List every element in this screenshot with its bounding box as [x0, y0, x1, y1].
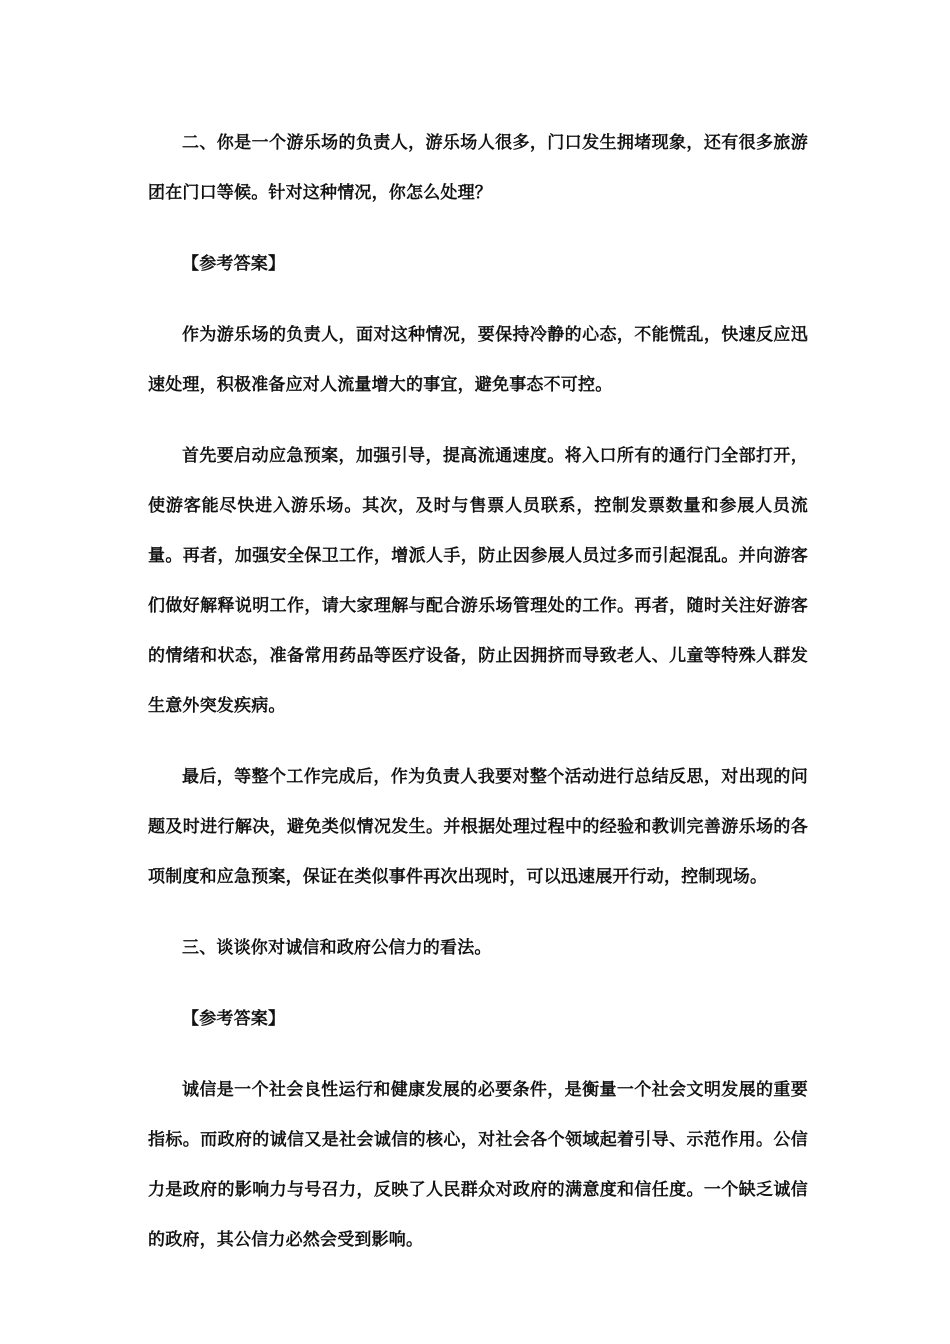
answer-label-2: 【参考答案】 — [182, 254, 286, 274]
answer-2-paragraph-2: 首先要启动应急预案，加强引导，提高流通速度。将入口所有的通行门全部打开，使游客能尽快进入游乐场。其次，及时与售票人员联系，控制发票数量和参展人员流量。再者，加强安全保卫工作，增派人手，防止因参展人员过多而引起混乱。并向游客们做好解释说明工作，请大家理解与配合游乐场管理处的工作。再者，随时关注好游客的情绪和状态，准备常用药品等医疗设备，防止因拥挤而导致老人、儿童等特殊人群发生意外突发疾病。 — [148, 446, 808, 716]
answer-2-paragraph-1: 作为游乐场的负责人，面对这种情况，要保持冷静的心态，不能慌乱，快速反应迅速处理，积极准备应对人流量增大的事宜，避免事态不可控。 — [148, 325, 808, 395]
document-body — [148, 118, 808, 1265]
answer-2-paragraph-3: 最后，等整个工作完成后，作为负责人我要对整个活动进行总结反思，对出现的问题及时进行解决，避免类似情况发生。并根据处理过程中的经验和教训完善游乐场的各项制度和应急预案，保证在类似事件再次出现时，可以迅速展开行动，控制现场。 — [148, 767, 808, 887]
question-2: 二、你是一个游乐场的负责人，游乐场人很多，门口发生拥堵现象，还有很多旅游团在门口等候。针对这种情况，你怎么处理？ — [148, 133, 808, 203]
question-3: 三、谈谈你对诚信和政府公信力的看法。 — [182, 938, 492, 958]
answer-3-paragraph-1: 诚信是一个社会良性运行和健康发展的必要条件，是衡量一个社会文明发展的重要指标。而政府的诚信又是社会诚信的核心，对社会各个领域起着引导、示范作用。公信力是政府的影响力与号召力，反映了人民群众对政府的满意度和信任度。一个缺乏诚信的政府，其公信力必然会受到影响。 — [148, 1080, 808, 1250]
answer-label-3: 【参考答案】 — [182, 1009, 286, 1029]
